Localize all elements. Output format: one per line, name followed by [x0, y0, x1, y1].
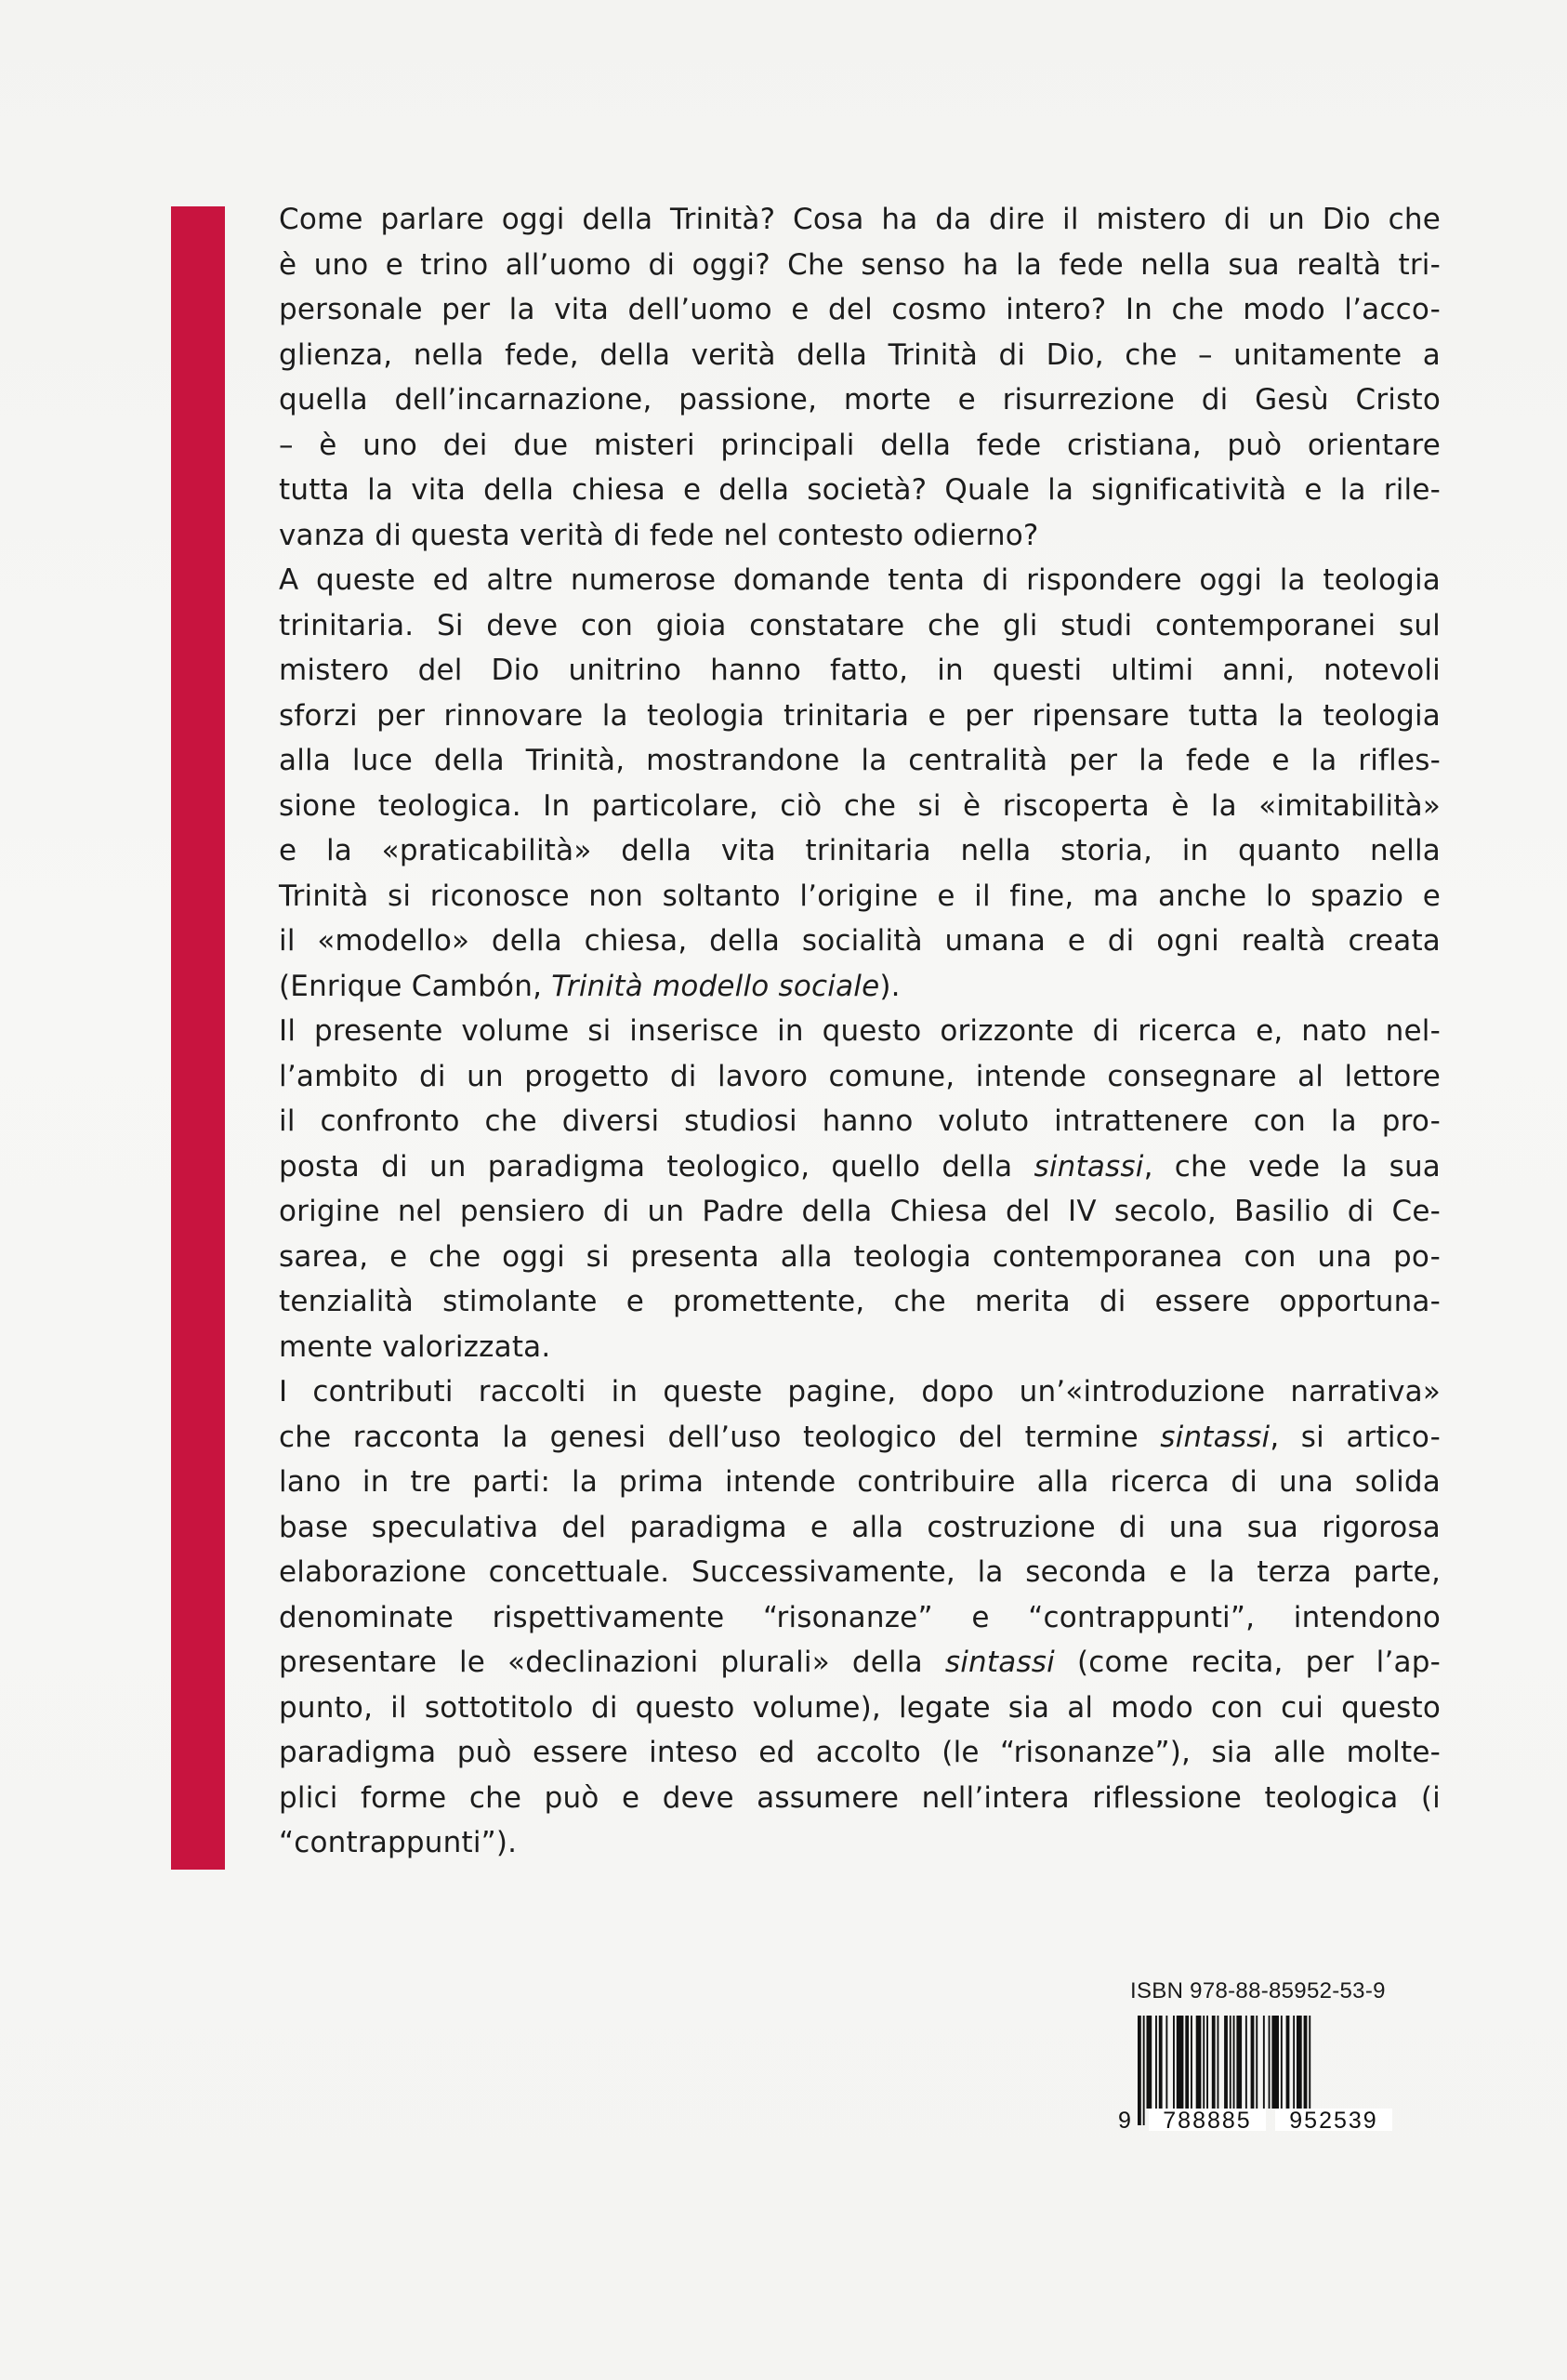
barcode-bar [1269, 2016, 1271, 2109]
barcode-bar [1159, 2016, 1163, 2109]
text-line [279, 1686, 1441, 1731]
text-line [279, 1550, 1441, 1595]
text-line [279, 1235, 1441, 1280]
barcode-bar [1218, 2016, 1219, 2109]
line-italic: sintassi [1160, 1420, 1271, 1454]
line-text: sarea, e che oggi si presenta alla teologia contemporanea con una po- [279, 1239, 1441, 1274]
text-line [279, 423, 1441, 469]
paragraph [279, 1369, 1441, 1866]
text-line [279, 1009, 1441, 1054]
barcode-digits-right: 952539 [1289, 2108, 1378, 2131]
line-text: posta di un paradigma teologico, quello della [279, 1149, 1034, 1183]
text-line [279, 513, 1441, 559]
isbn-label: ISBN 978-88-85952-53-9 [1130, 1978, 1386, 2003]
barcode-bar [1281, 2016, 1283, 2109]
text-line [279, 1189, 1441, 1235]
text-line [279, 1640, 1441, 1686]
line-text: che racconta la genesi dell’uso teologico del termine [279, 1420, 1161, 1454]
barcode-bar [1165, 2016, 1167, 2109]
line-text-after: , si artico- [1270, 1420, 1441, 1454]
barcode-digit-first: 9 [1118, 2108, 1131, 2131]
line-text: “contrappunti”). [279, 1826, 518, 1859]
line-text-after: ). [879, 969, 901, 1003]
text-line [279, 1730, 1441, 1776]
barcode-bar [1212, 2016, 1216, 2109]
line-text: e la «praticabilità» della vita trinitaria nella storia, in quanto nella [279, 834, 1441, 867]
text-line [279, 1820, 1441, 1866]
text-line [279, 784, 1441, 829]
barcode-bar [1196, 2016, 1202, 2109]
text-line [279, 1054, 1441, 1100]
text-line [279, 1505, 1441, 1551]
line-text: – è uno dei due misteri principali della fede cristiana, può orientare [279, 428, 1441, 462]
barcode-bar [1206, 2016, 1208, 2109]
text-line [279, 874, 1441, 919]
text-line [279, 558, 1441, 603]
line-text: il «modello» della chiesa, della socialità umana e di ogni realtà creata [279, 924, 1441, 958]
line-text: vanza di questa verità di fede nel contesto odierno? [279, 518, 1039, 552]
line-text: paradigma può essere inteso ed accolto (le “risonanze”), sia alle molte- [279, 1736, 1441, 1769]
line-text: A queste ed altre numerose domande tenta di rispondere oggi la teologia [279, 563, 1441, 597]
barcode-bar [1251, 2016, 1255, 2109]
text-line [279, 1776, 1441, 1821]
text-line [279, 1415, 1441, 1461]
line-text: I contributi raccolti in queste pagine, dopo un’«introduzione narrativa» [279, 1375, 1441, 1408]
text-line [279, 333, 1441, 378]
line-text: elaborazione concettuale. Successivamente, la seconda e la terza parte, [279, 1555, 1441, 1589]
line-text: presentare le «declinazioni plurali» della [279, 1646, 945, 1679]
text-line [279, 1099, 1441, 1144]
text-line [279, 603, 1441, 649]
barcode-bar [1233, 2016, 1235, 2109]
line-text: tenzialità stimolante e promettente, che merita di essere opportuna- [279, 1285, 1441, 1318]
line-text: tutta la vita della chiesa e della società? Quale la significatività e la rile- [279, 473, 1441, 507]
text-line [279, 243, 1441, 288]
barcode-bar [1297, 2016, 1302, 2109]
text-line [279, 1460, 1441, 1505]
line-text: plici forme che può e deve assumere nell’intera riflessione teologica (i [279, 1780, 1441, 1815]
barcode-bar [1286, 2016, 1290, 2109]
barcode-bar [1185, 2016, 1189, 2109]
text-line [279, 738, 1441, 784]
line-text: il confronto che diversi studiosi hanno voluto intrattenere con la pro- [279, 1104, 1441, 1138]
line-italic: Trinità modello sociale [551, 969, 880, 1003]
barcode-bar [1271, 2016, 1279, 2109]
line-text-after: (come recita, per l’ap- [1054, 1646, 1441, 1679]
line-text: quella dell’incarnazione, passione, morte e risurrezione di Gesù Cristo [279, 383, 1441, 416]
line-text: punto, il sottotitolo di questo volume), legate sia al modo con cui questo [279, 1690, 1441, 1725]
barcode-bar [1256, 2016, 1258, 2109]
line-text: base speculativa del paradigma e alla costruzione di una sua rigorosa [279, 1510, 1441, 1544]
line-text: (Enrique Cambón, [279, 969, 552, 1003]
text-line [279, 694, 1441, 739]
paragraph [279, 1009, 1441, 1369]
line-text: sforzi per rinnovare la teologia trinitaria e per ripensare tutta la teologia [279, 698, 1441, 733]
paragraph [279, 558, 1441, 1009]
line-text: mistero del Dio unitrino hanno fatto, in questi ultimi anni, notevoli [279, 654, 1441, 687]
barcode-bar [1263, 2016, 1265, 2109]
barcode-bar [1191, 2016, 1192, 2109]
line-text: sione teologica. In particolare, ciò che si è riscoperta è la «imitabilità» [279, 788, 1441, 823]
paragraph [279, 197, 1441, 558]
text-line [279, 964, 1441, 1010]
line-text: è uno e trino all’uomo di oggi? Che senso ha la fede nella sua realtà tri- [279, 247, 1441, 282]
text-line [279, 287, 1441, 333]
barcode-bar [1143, 2016, 1145, 2125]
text-line [279, 1279, 1441, 1325]
barcode-bar [1173, 2016, 1175, 2109]
line-text: mente valorizzata. [279, 1329, 551, 1364]
barcode-bar [1236, 2016, 1242, 2109]
line-text-after: , che vede la sua [1143, 1149, 1441, 1183]
barcode-bar [1293, 2016, 1295, 2109]
barcode-bar [1177, 2016, 1184, 2109]
blurb-text [279, 197, 1441, 1866]
barcode-bar [1155, 2016, 1157, 2109]
text-line [279, 1595, 1441, 1641]
line-text: denominate rispettivamente “risonanze” e “contrappunti”, intendono [279, 1600, 1441, 1634]
text-line [279, 1144, 1441, 1190]
barcode-digits-left: 788885 [1163, 2108, 1252, 2131]
line-italic: sintassi [1034, 1149, 1144, 1183]
barcode-bar [1203, 2016, 1205, 2109]
accent-bar [171, 206, 225, 1870]
line-text: origine nel pensiero di un Padre della Chiesa del IV secolo, Basilio di Ce- [279, 1195, 1441, 1228]
text-line [279, 1369, 1441, 1415]
line-text: trinitaria. Si deve con gioia constatare che gli studi contemporanei sul [279, 608, 1441, 642]
line-text: Trinità si riconosce non soltanto l’origine e il fine, ma anche lo spazio e [279, 879, 1441, 913]
text-line [279, 197, 1441, 243]
text-line [279, 648, 1441, 694]
barcode-bar [1138, 2016, 1141, 2125]
barcode-bar [1245, 2016, 1247, 2109]
text-line [279, 919, 1441, 964]
line-italic: sintassi [944, 1646, 1055, 1679]
line-text: alla luce della Trinità, mostrandone la centralità per la fede e la rifles- [279, 744, 1441, 777]
barcode [1115, 2016, 1415, 2131]
line-text: lano in tre parti: la prima intende contribuire alla ricerca di una solida [279, 1465, 1441, 1499]
barcode-bar [1147, 2016, 1152, 2109]
text-line [279, 828, 1441, 874]
line-text: Come parlare oggi della Trinità? Cosa ha da dire il mistero di un Dio che [279, 203, 1441, 236]
text-line [279, 377, 1441, 423]
line-text: glienza, nella fede, della verità della Trinità di Dio, che – unitamente a [279, 337, 1441, 372]
text-line [279, 1325, 1441, 1370]
line-text: l’ambito di un progetto di lavoro comune, intende consegnare al lettore [279, 1059, 1441, 1093]
text-line [279, 468, 1441, 513]
line-text: personale per la vita dell’uomo e del cosmo intero? In che modo l’acco- [279, 293, 1441, 326]
barcode-bar [1304, 2016, 1308, 2109]
line-text: Il presente volume si inserisce in questo orizzonte di ricerca e, nato nel- [279, 1014, 1441, 1048]
